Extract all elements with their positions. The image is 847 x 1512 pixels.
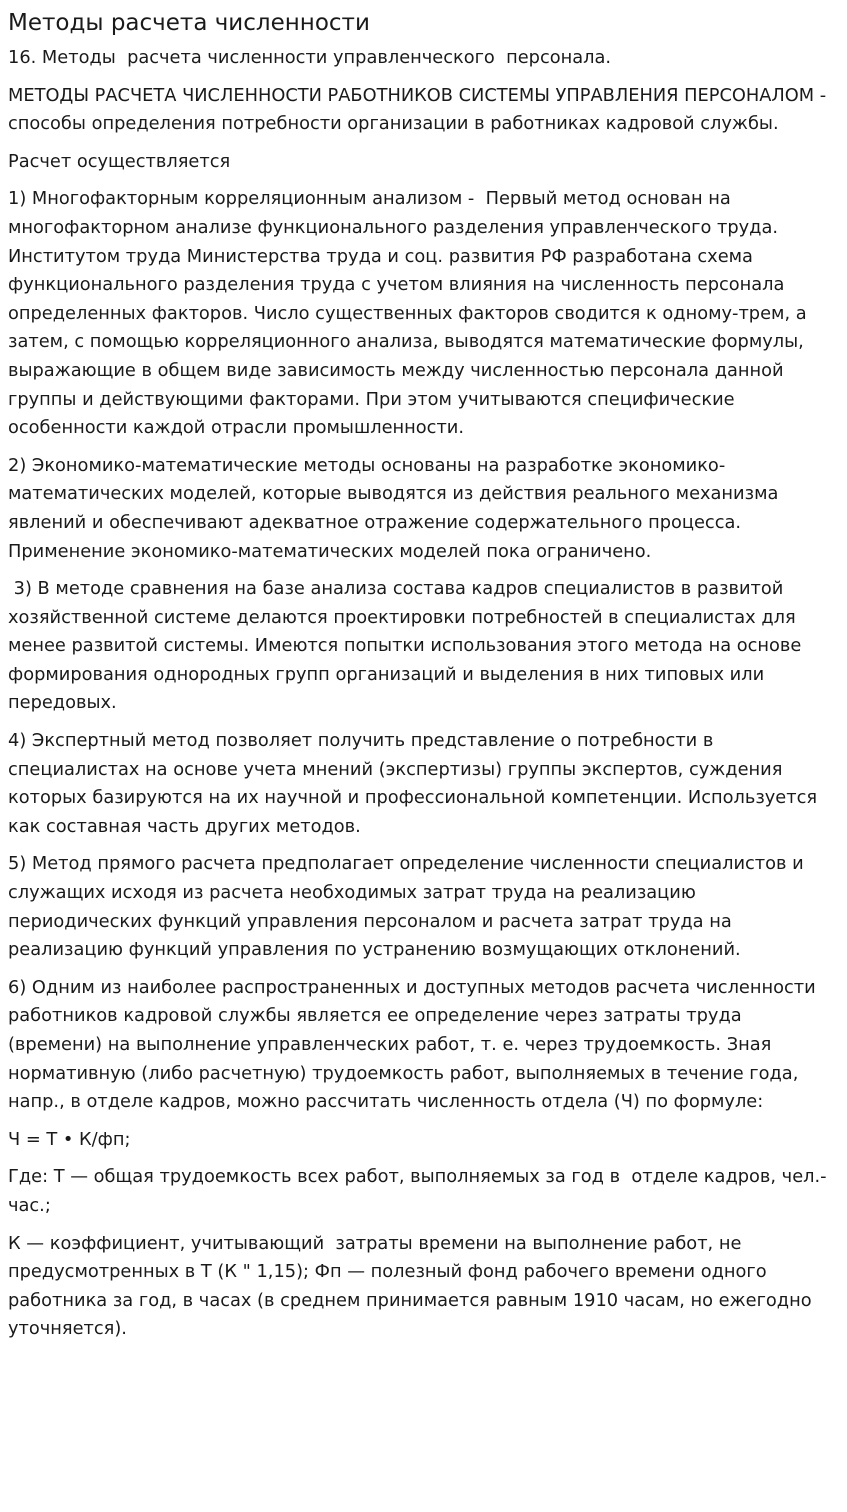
method-4-paragraph: 4) Экспертный метод позволяет получить представление о потребности в специалистах на основе учета мнений (экспертизы) группы экспертов, суждения которых базируются на их научной и профессиональной компетенции. Используется как составная часть других методов. xyxy=(8,730,818,837)
method-3-paragraph: 3) В методе сравнения на базе анализа состава кадров специалистов в развитой хозяйственной системе делаются проектировки потребностей в специалистах для менее развитой системы. Имеются попытки использования этого метода на основе формирования однородных групп организаций и выделения в них типовых или передовых. xyxy=(8,578,808,714)
method-2-paragraph: 2) Экономико-математические методы основаны на разработке экономико-математических моделей, которые выводятся из действия реального механизма явлений и обеспечивают адекватное отражение содержательного процесса. Применение экономико-математических моделей пока ограничено. xyxy=(8,454,779,562)
formula: Ч = Т • К/фп; xyxy=(8,1128,131,1150)
definition-paragraph: МЕТОДЫ РАСЧЕТА ЧИСЛЕННОСТИ РАБОТНИКОВ СИСТЕМЫ УПРАВЛЕНИЯ ПЕРСОНАЛОМ - способы определения потребности организации в работниках кадровой службы. xyxy=(8,84,827,135)
page-title: Методы расчета численности xyxy=(8,10,370,36)
formula-definition-k: К — коэффициент, учитывающий затраты времени на выполнение работ, не предусмотренных в Т (К " 1,15); Фп — полезный фонд рабочего времени одного работника за год, в часах (в среднем принимается равным 1910 часам, но ежегодно уточняется). xyxy=(8,1232,818,1340)
method-1-paragraph: 1) Многофакторным корреляционным анализом - Первый метод основан на многофакторном анализе функционального разделения управленческого труда. Институтом труда Министерства труда и соц. развития РФ разработана схема функционального разделения труда с учетом влияния на численность персонала определенных факторов. Число существенных факторов сводится к одному-трем, а затем, с помощью корреляционного анализа, выводятся математические формулы, выражающие в общем виде зависимость между численностью персонала данной группы и действующими факторами. При этом учитываются специфические особенности каждой отрасли промышленности. xyxy=(8,188,813,439)
intro-paragraph: Расчет осуществляется xyxy=(8,150,231,172)
section-heading: 16. Методы расчета численности управленческого персонала. xyxy=(8,47,612,68)
method-5-paragraph: 5) Метод прямого расчета предполагает определение численности специалистов и служащих исходя из расчета необходимых затрат труда на реализацию периодических функций управления персоналом и расчета затрат труда на реализацию функций управления по устранению возмущающих отклонений. xyxy=(8,853,804,961)
formula-definition-t: Где: Т — общая трудоемкость всех работ, выполняемых за год в отделе кадров, чел.-час.; xyxy=(8,1166,827,1216)
method-6-paragraph: 6) Одним из наиболее распространенных и доступных методов расчета численности работников кадровой службы является ее определение через затраты труда (времени) на выполнение управленческих работ, т. е. через трудоемкость. Зная нормативную (либо расчетную) трудоемкость работ, выполняемых в течение года, напр., в отделе кадров, можно рассчитать численность отдела (Ч) по формуле: xyxy=(8,976,816,1113)
